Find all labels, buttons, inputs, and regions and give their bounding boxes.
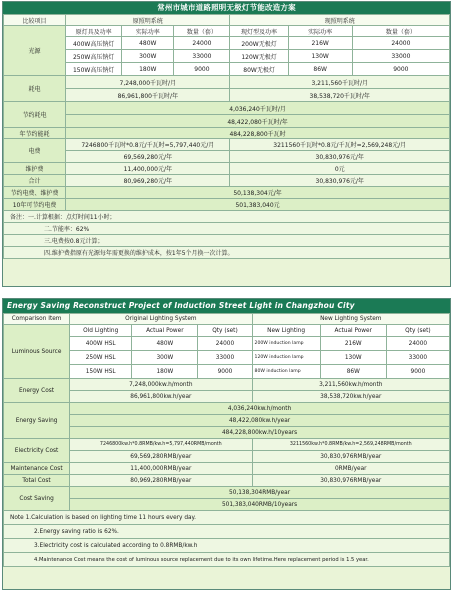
cn-total-label: 合计 [4,175,66,187]
en-cell: 400W HSL [70,337,132,351]
cn-cell: 33000 [352,50,449,63]
en-elec-fee-new-calc: 3211560kw.h*0.8RMB/kw.h=2,569,248RMB/month [252,439,449,451]
en-cell: 24000 [198,337,252,351]
cn-power-use-orig-year: 86,961,800千瓦时/年 [66,89,230,102]
en-note-4: 4.Maintenance Cost means the cost of luminous source replacement due to its own lifetime.Here replacement period is 1.5 year. [4,553,450,567]
en-cell: 86W [320,365,386,379]
en-col-original: Original Lighting System [70,314,252,325]
cn-note-1: 备注：一.计算根据：点灯时间11小时； [4,211,450,223]
en-saving-year: 48,422,080kw.h/year [70,415,450,427]
en-power-use-orig-year: 86,961,800kw.h/year [70,391,252,403]
cn-cell: 216W [288,37,352,50]
en-sub-orig-qty: Qty (set) [198,325,252,337]
cn-cell: 180W [122,63,174,76]
en-elec-fee-orig-year: 69,569,280RMB/year [70,451,252,463]
cn-cell: 120W无极灯 [230,50,288,63]
cn-cell: 150W高压钠灯 [66,63,122,76]
en-sub-orig-type: Old Lighting [70,325,132,337]
en-sub-new-power: Actual Power [320,325,386,337]
en-cell: 9000 [386,365,449,379]
cn-ten-year: 501,383,040元 [66,199,450,211]
cn-elec-fee-orig-calc: 7246800千瓦时*0.8元/千瓦时=5,797,440元/月 [66,139,230,151]
en-elec-fee-label: Electricity Cost [4,439,70,463]
en-power-use-orig-month: 7,248,000kw.h/month [70,379,252,391]
en-cell: 150W HSL [70,365,132,379]
cn-cell: 9000 [352,63,449,76]
cn-saving-month: 4,036,240千瓦时/月 [66,102,450,115]
en-cell: 120W induction lamp [252,351,320,365]
cn-annual-save-label: 节约电费、维护费 [4,187,66,199]
cn-col-new: 现照明系统 [230,15,450,26]
cn-sub-new-power: 实际功率 [288,26,352,37]
cn-cell: 86W [288,63,352,76]
en-maint-label: Maintenance Cost [4,463,70,475]
en-saving-month: 4,036,240kw.h/month [70,403,450,415]
en-power-use-label: Energy Cost [4,379,70,403]
cn-yearly-saving-label: 年节约能耗 [4,128,66,139]
en-cell: 80W induction lamp [252,365,320,379]
cn-maint-orig: 11,400,000元/年 [66,163,230,175]
cn-title: 常州市城市道路照明无极灯节能改造方案 [3,2,450,14]
cn-cell: 200W无极灯 [230,37,288,50]
cn-table [3,14,450,259]
en-note-1: Note 1.Calculation is based on lighting time 11 hours every day. [4,511,450,525]
en-sub-orig-power: Actual Power [132,325,198,337]
en-cell: 180W [132,365,198,379]
en-cell: 216W [320,337,386,351]
cn-note-3: 三.电费按0.8元计算； [4,235,450,247]
cn-cell: 24000 [174,37,230,50]
cn-cell: 24000 [352,37,449,50]
cn-sub-new-qty: 数量（套） [352,26,449,37]
en-cell: 300W [132,351,198,365]
en-annual-save-label: Cost Saving [4,487,70,511]
en-cell: 9000 [198,365,252,379]
en-yearly-saving: 484,228,800kw.h/10years [70,427,450,439]
cn-note-2: 二.节能率：62% [4,223,450,235]
en-maint-orig: 11,400,000RMB/year [70,463,252,475]
cn-cell: 300W [122,50,174,63]
cn-sub-orig-type: 原灯具及功率 [66,26,122,37]
cn-power-use-new-year: 38,538,720千瓦时/年 [230,89,450,102]
cn-cell: 400W高压钠灯 [66,37,122,50]
en-note-3: 3.Electricity cost is calculated according to 0.8RMB/kw.h [4,539,450,553]
cn-note-4: 四.维护费指原有光源每年需更换的维护成本，按1年5个月换一次计算。 [4,247,450,259]
en-cell: 33000 [386,351,449,365]
en-col-compare: Comparison Item [4,314,70,325]
en-total-new: 30,830,976RMB/year [252,475,449,487]
en-table [3,313,450,567]
en-ten-year: 501,383,040RMB/10years [70,499,450,511]
en-total-label: Total Cost [4,475,70,487]
cn-col-compare: 比较项目 [4,15,66,26]
cn-elec-fee-new-calc: 3211560千瓦时*0.8元/千瓦时=2,569,248元/月 [230,139,450,151]
cn-power-use-label: 耗电 [4,76,66,102]
cn-light-source-label: 光源 [4,26,66,76]
cn-sub-orig-qty: 数量（套） [174,26,230,37]
en-sheet [2,298,451,590]
cn-col-original: 原照明系统 [66,15,230,26]
cn-yearly-saving: 484,228,800千瓦时 [66,128,450,139]
cn-elec-fee-orig-year: 69,569,280元/年 [66,151,230,163]
en-cell: 250W HSL [70,351,132,365]
en-note-2: 2.Energy saving ratio is 62%. [4,525,450,539]
en-elec-fee-new-year: 30,830,976RMB/year [252,451,449,463]
en-col-new: New Lighting System [252,314,449,325]
cn-cell: 33000 [174,50,230,63]
cn-power-use-orig-month: 7,248,000千瓦时/月 [66,76,230,89]
cn-annual-save: 50,138,304元/年 [66,187,450,199]
en-light-source-label: Luminous Source [4,325,70,379]
cn-cell: 9000 [174,63,230,76]
cn-elec-fee-new-year: 30,830,976元/年 [230,151,450,163]
cn-cell: 480W [122,37,174,50]
en-cell: 33000 [198,351,252,365]
en-cell: 480W [132,337,198,351]
en-saving-label: Energy Saving [4,403,70,439]
cn-elec-fee-label: 电费 [4,139,66,163]
cn-cell: 250W高压钠灯 [66,50,122,63]
en-annual-save: 50,138,304RMB/year [70,487,450,499]
en-power-use-new-month: 3,211,560kw.h/month [252,379,449,391]
cn-cell: 130W [288,50,352,63]
cn-total-orig: 80,969,280元/年 [66,175,230,187]
cn-saving-year: 48,422,080千瓦时/年 [66,115,450,128]
en-power-use-new-year: 38,538,720kw.h/year [252,391,449,403]
cn-total-new: 30,830,976元/年 [230,175,450,187]
cn-maint-new: 0元 [230,163,450,175]
cn-maint-label: 维护费 [4,163,66,175]
cn-ten-year-label: 10年可节约电费 [4,199,66,211]
en-cell: 24000 [386,337,449,351]
cn-sub-new-type: 现灯型及功率 [230,26,288,37]
cn-saving-label: 节约耗电 [4,102,66,128]
en-maint-new: 0RMB/year [252,463,449,475]
cn-cell: 80W无极灯 [230,63,288,76]
en-title: Energy Saving Reconstruct Project of Induction Street Light in Changzhou City [3,299,450,313]
en-sub-new-type: New Lighting [252,325,320,337]
cn-sheet [2,1,451,287]
en-total-orig: 80,969,280RMB/year [70,475,252,487]
en-sub-new-qty: Qty (set) [386,325,449,337]
en-elec-fee-orig-calc: 7246800kw.h*0.8RMB/kw.h=5,797,440RMB/month [70,439,252,451]
cn-power-use-new-month: 3,211,560千瓦时/月 [230,76,450,89]
cn-sub-orig-power: 实际功率 [122,26,174,37]
en-cell: 130W [320,351,386,365]
en-cell: 200W induction lamp [252,337,320,351]
